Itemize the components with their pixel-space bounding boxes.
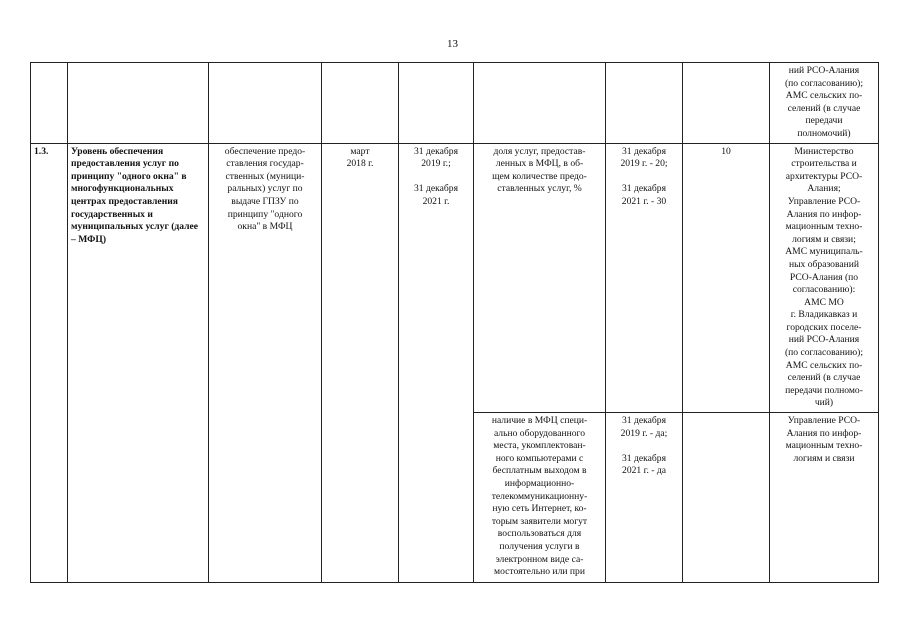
kpi-1-targets	[606, 143, 683, 412]
item-end-date-1: 31 декабря 2019 г.;	[414, 145, 458, 170]
item-start-date: март 2018 г.	[322, 143, 399, 582]
kpi-1-target-1: 31 декабря 2019 г. - 20;	[620, 145, 668, 170]
kpi-2-name: наличие в МФЦ специ- ально оборудованного места, укомплектован- ного компьютерами с бесплатным выходом в информационно- телекоммуникационну- ную сеть Интернет, ко- торым заявители могут воспользоваться для получения услуги в электронном виде са- мостоятельно или при	[474, 413, 606, 583]
kpi-2-targets	[606, 413, 683, 583]
cell-measure	[209, 63, 322, 144]
item-end-date	[399, 143, 474, 582]
cell-end	[399, 63, 474, 144]
item-end-date-2: 31 декабря 2021 г.	[414, 183, 458, 207]
cell-responsible: ний РСО-Алания (по согласованию); АМС сельских по- селений (в случае передачи полномочий)	[770, 63, 879, 144]
table-row-1-3	[31, 143, 879, 412]
kpi-2-baseline	[683, 413, 770, 583]
page-number: 13	[447, 38, 458, 50]
item-number: 1.3.	[31, 143, 68, 582]
cell-number	[31, 63, 68, 144]
cell-indicator	[68, 63, 209, 144]
kpi-2-target-2: 31 декабря 2021 г. - да	[622, 452, 666, 477]
kpi-1-target-2: 31 декабря 2021 г. - 30	[621, 183, 667, 207]
item-indicator: Уровень обеспечения предоставления услуг по принципу "одного окна" в многофункциональных центрах предоставления государственных и муниципальных услуг (далее – МФЦ)	[68, 143, 209, 582]
item-measure: обеспечение предо- ставления государ- ственных (муници- pальных) услуг по выдаче ГПЗУ по принципу "одного окна" в МФЦ	[209, 143, 322, 582]
kpi-2-target-1: 31 декабря 2019 г. - да;	[620, 415, 668, 439]
kpi-2-responsible: Управление РСО- Алания по инфор- мационным техно- логиям и связи	[770, 413, 879, 583]
cell-kpi	[474, 63, 606, 144]
kpi-1-baseline: 10	[683, 143, 770, 412]
cell-start	[322, 63, 399, 144]
measures-table	[30, 62, 879, 583]
cell-target	[606, 63, 683, 144]
cell-baseline	[683, 63, 770, 144]
kpi-1-responsible: Министерство строительства и архитектуры РСО- Алания; Управление РСО- Алания по инфор- мационным техно- логиям и связи; АМС муниципаль- ных образований РСО-Алания (по согласованию): АМС МО г. Владикавказ и городских поселе- ний РСО-Алания (по согласованию); АМС сельских по- селений (в случае передачи полномо- чий)	[770, 143, 879, 412]
continuation-row	[31, 63, 879, 144]
kpi-1-name: доля услуг, предостав- ленных в МФЦ, в об- щем количестве предо- ставленных услуг, %	[474, 143, 606, 412]
